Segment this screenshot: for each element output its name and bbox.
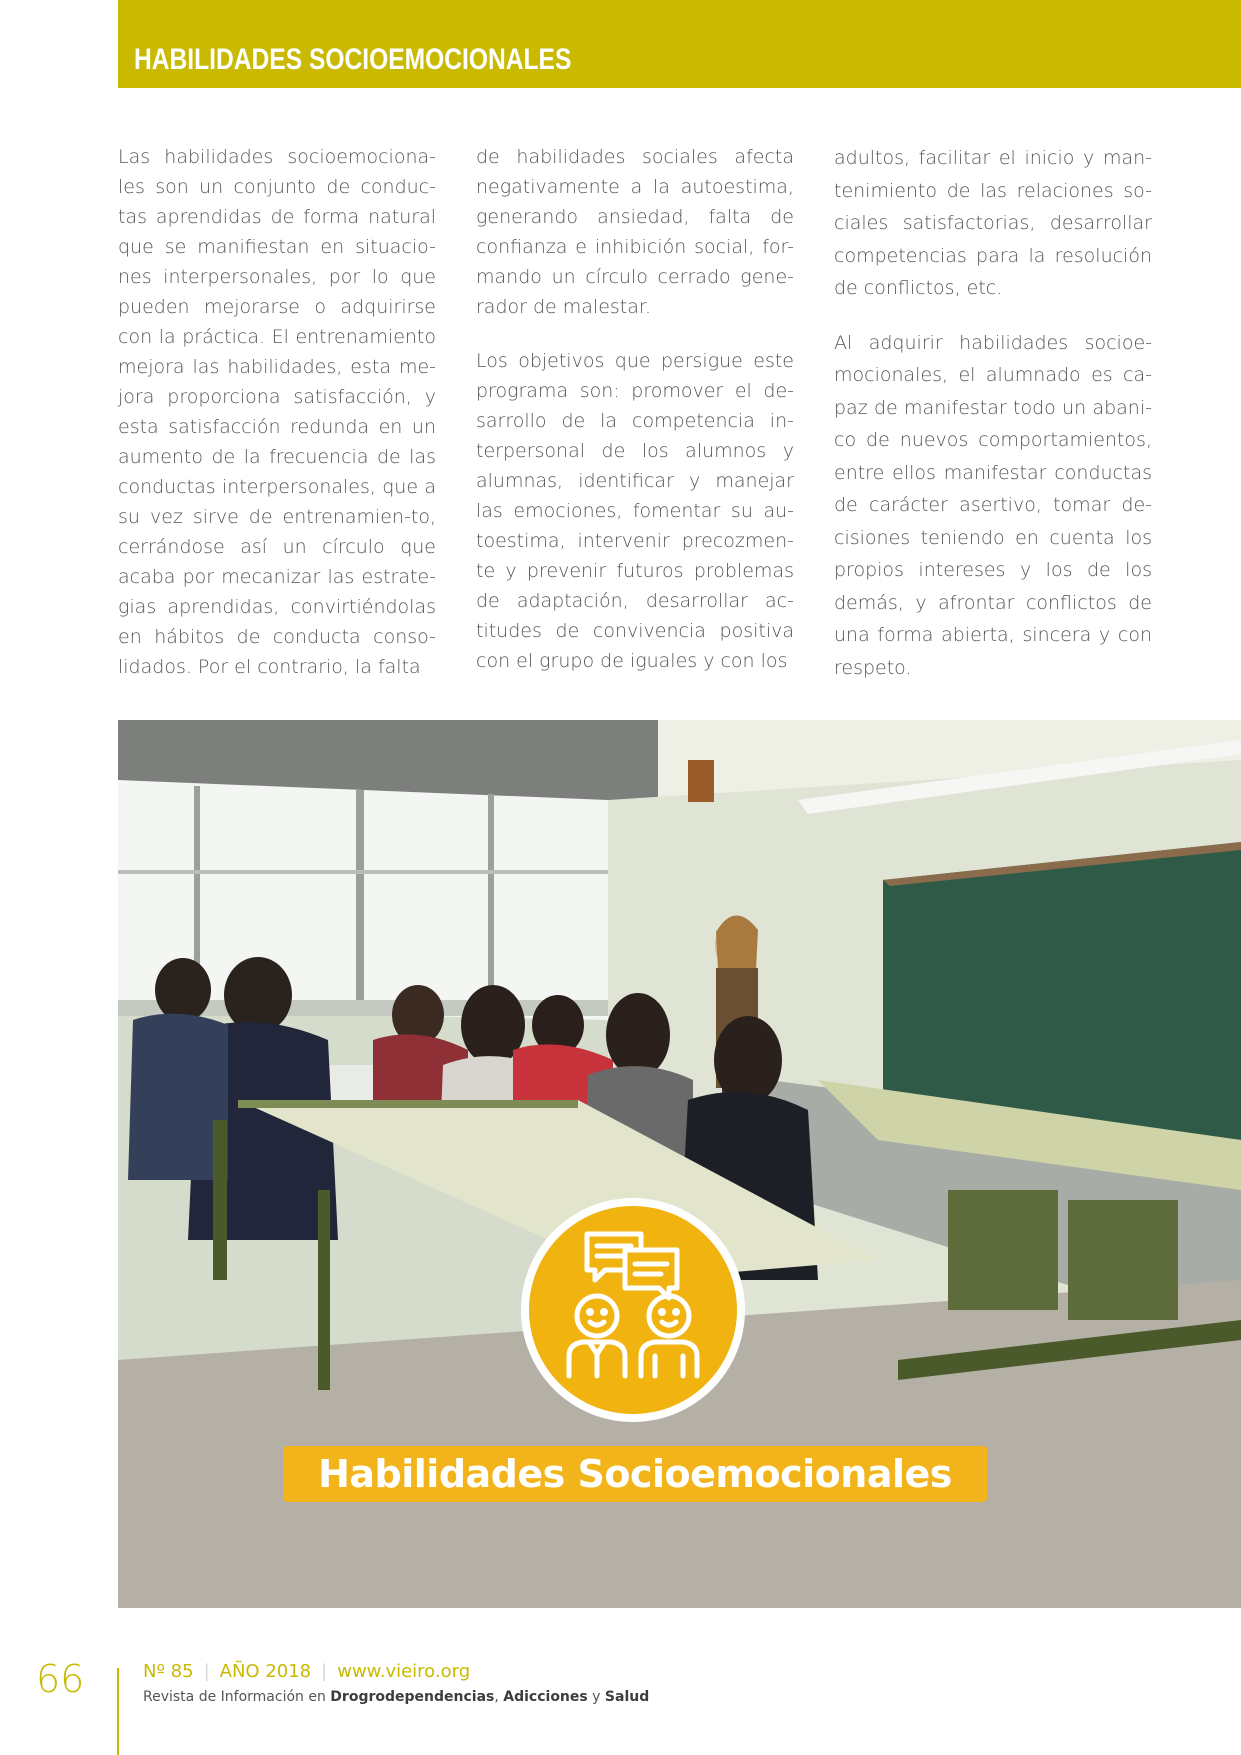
page-number: 66	[36, 1657, 85, 1701]
classroom-photo	[118, 720, 1241, 1608]
issue-number: Nº 85	[143, 1661, 194, 1682]
subtitle-prefix: Revista de Información en	[143, 1689, 331, 1705]
subtitle-drogodependencias: Drogrodependencias	[330, 1689, 495, 1705]
magazine-subtitle	[143, 1687, 649, 1707]
paragraph: Las habilidades socioemociona-les son un conjunto de conduc-tas aprendidas de forma natural que se manifiestan en situacio-nes interpersonales, por lo que pueden mejorarse o adquirirse con la práctica. El entrenamiento mejora las habilidades, esta me-jora proporciona satisfacción, y esta satisfacción redunda en un aumento de la frecuencia de las conductas interpersonales, que a su vez sirve de entrenamien-to, cerrándose así un círculo que acaba por mecanizar las estrate-gias aprendidas, convirtiéndolas en hábitos de conducta conso-lidados. Por el contrario, la falta	[118, 146, 436, 678]
separator: |	[203, 1661, 210, 1682]
footer-issue-line	[143, 1660, 470, 1684]
photo-caption-banner: Habilidades Socioemocionales	[283, 1446, 987, 1502]
two-people-chatting-icon	[529, 1206, 737, 1414]
separator: |	[321, 1661, 328, 1682]
section-header-bar	[118, 0, 1241, 88]
paragraph: Al adquirir habilidades socioe-mocionales, el alumnado es ca-paz de manifestar todo un abani-co de nuevos comportamientos, entre ellos manifestar conductas de carácter asertivo, tomar de-cisiones teniendo en cuenta los propios intereses y los de los demás, y afrontar conflictos de una forma abierta, sincera y con respeto.	[834, 331, 1152, 679]
issue-year: AÑO 2018	[219, 1661, 312, 1682]
text-column-2	[476, 142, 794, 700]
footer-divider	[117, 1668, 119, 1755]
subtitle-salud: Salud	[604, 1689, 650, 1705]
paragraph: adultos, facilitar el inicio y man-tenimiento de las relaciones so-ciales satisfactorias, desarrollar competencias para la resolución de conflictos, etc.	[834, 147, 1152, 299]
paragraph: Los objetivos que persigue este programa son: promover el de-sarrollo de la competencia in-terpersonal de los alumnos y alumnas, identificar y manejar las emociones, fomentar su au-toestima, intervenir precozmen-te y prevenir futuros problemas de adaptación, desarrollar ac-titudes de convivencia positiva con el grupo de iguales y con los	[476, 350, 794, 672]
subtitle-adicciones: Adicciones	[503, 1689, 588, 1705]
website-link[interactable]: www.vieiro.org	[337, 1661, 471, 1682]
text-column-1	[118, 142, 436, 706]
text-column-3	[834, 142, 1152, 706]
subtitle-separator: y	[587, 1689, 605, 1705]
subtitle-separator: ,	[494, 1689, 504, 1705]
paragraph: de habilidades sociales afecta negativamente a la autoestima, generando ansiedad, falta de confianza e inhibición social, for-mando un círculo cerrado gene-rador de malestar.	[476, 146, 794, 318]
social-skills-emblem	[521, 1198, 745, 1422]
section-title: HABILIDADES SOCIOEMOCIONALES	[134, 43, 572, 76]
